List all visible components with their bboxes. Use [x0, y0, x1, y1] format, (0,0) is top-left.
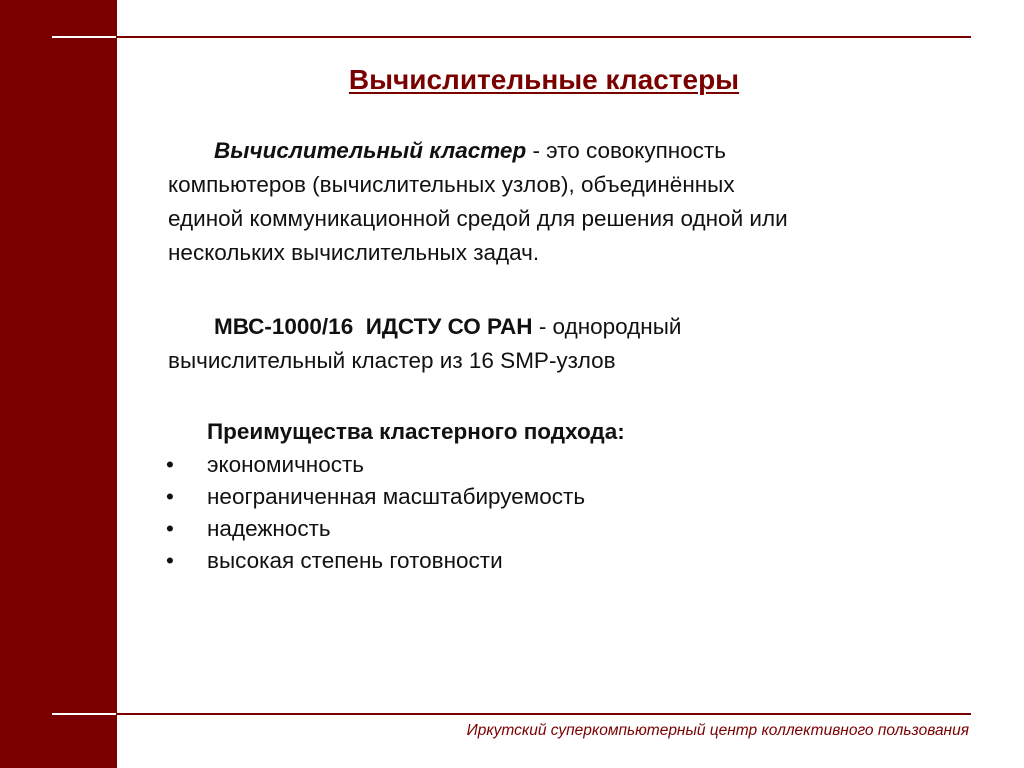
- list-item-text: высокая степень готовности: [207, 548, 503, 573]
- definition-text-line4: нескольких вычислительных задач.: [168, 240, 540, 265]
- list-item-text: экономичность: [207, 452, 365, 477]
- example-text-line1: - однородный: [532, 314, 682, 339]
- example-name: МВС-1000/16 ИДСТУ СО РАН: [214, 314, 533, 339]
- bottom-rule-accent: [52, 713, 116, 715]
- list-item: [166, 545, 585, 577]
- list-item-text: неограниченная масштабируемость: [207, 484, 586, 509]
- list-item: [166, 481, 585, 513]
- definition-paragraph: [168, 134, 968, 270]
- slide-title: [117, 64, 971, 96]
- bullet-icon: •: [166, 548, 174, 573]
- list-item-text: надежность: [207, 516, 331, 541]
- top-rule: [117, 36, 971, 38]
- footer-text: Иркутский суперкомпьютерный центр коллективного пользования: [466, 722, 969, 739]
- example-paragraph: [168, 310, 968, 378]
- list-item: [166, 449, 585, 481]
- bottom-rule: [117, 713, 971, 715]
- example-text-line2: вычислительный кластер из 16 SMP-узлов: [168, 348, 616, 373]
- bullet-icon: •: [166, 516, 174, 541]
- definition-text-line2: компьютеров (вычислительных узлов), объединённых: [168, 172, 735, 197]
- bullet-icon: •: [166, 452, 174, 477]
- slide-title-text: Вычислительные кластеры: [348, 64, 740, 95]
- top-rule-accent: [52, 36, 116, 38]
- advantages-list: [166, 449, 585, 577]
- definition-term: Вычислительный кластер: [214, 138, 527, 163]
- bullet-icon: •: [166, 484, 174, 509]
- advantages-heading: Преимущества кластерного подхода:: [207, 419, 625, 444]
- definition-text-line3: единой коммуникационной средой для решения одной или: [168, 206, 788, 231]
- definition-text-line1: - это совокупность: [526, 138, 726, 163]
- left-decor-band: [0, 0, 117, 768]
- list-item: [166, 513, 585, 545]
